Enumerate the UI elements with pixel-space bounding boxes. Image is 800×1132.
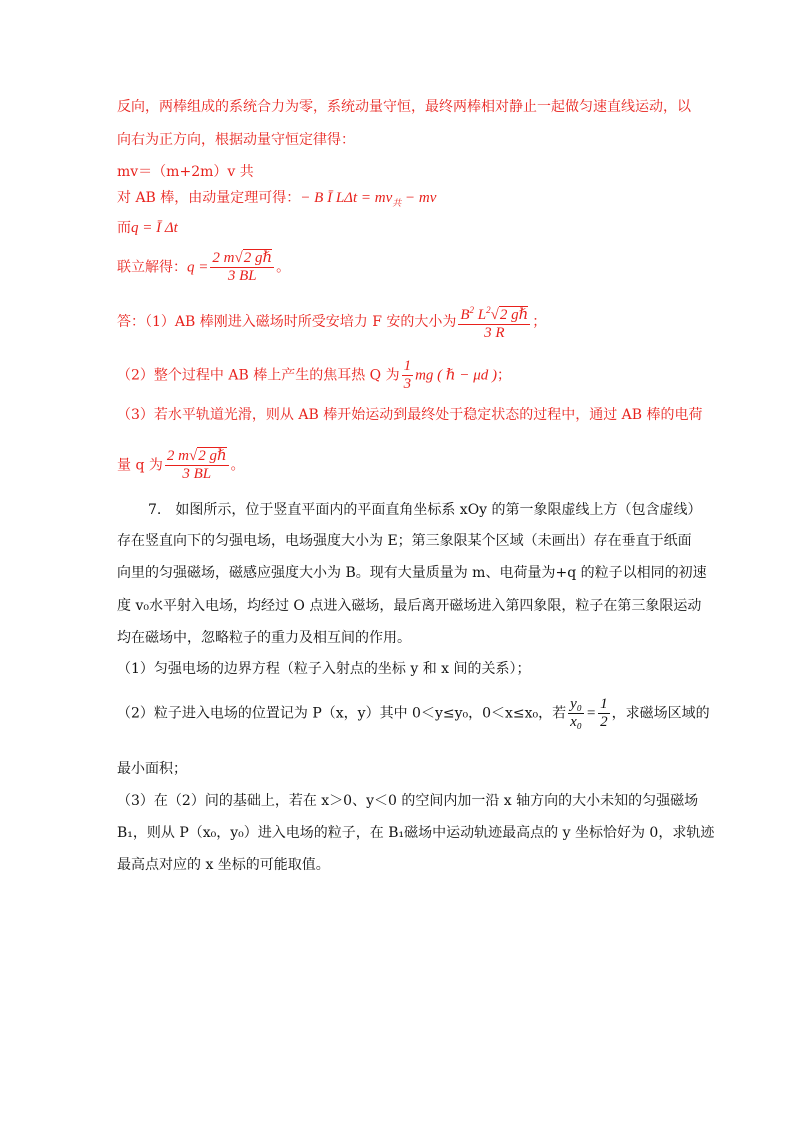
answer-1-suffix: ；	[532, 314, 547, 330]
force-num-l-exp: 2	[486, 305, 491, 315]
answer-line-2: 向右为正方向，根据动量守恒定律得：	[117, 132, 355, 148]
question-2-line-1	[117, 696, 710, 731]
solve-suffix: 。	[276, 259, 291, 276]
heat-expression: mg ( ℏ − μd )	[415, 367, 497, 384]
problem-7-line-3: 向里的匀强磁场，磁感应强度大小为 B。现有大量质量为 m、电荷量为+q 的粒子以相同的初速	[117, 565, 707, 581]
problem-7-line-4: 度 v₀水平射入电场，均经过 O 点进入磁场，最后离开磁场进入第四象限，粒子在第三象限运动	[117, 598, 702, 614]
half-num: 1	[600, 696, 608, 712]
charge-relation-equation: q = Ī Δt	[131, 220, 178, 236]
question-2-line-2: 最小面积；	[117, 761, 187, 777]
problem-7-line-1: 7. 如图所示，位于竖直平面内的平面直角坐标系 xOy 的第一象限虚线上方（包含虚线）	[148, 502, 702, 518]
ratio-equals: =	[586, 705, 597, 722]
answer-part-2	[117, 358, 511, 393]
answer-part-3-line-2	[117, 448, 245, 483]
momentum-theorem-equation	[300, 190, 436, 206]
answer-3-prefix: 量 q 为	[117, 457, 163, 474]
answer-2-suffix: ；	[496, 367, 511, 384]
answer-line-3: mv＝（m+2m）v 共	[117, 164, 254, 180]
half-fraction	[598, 696, 610, 731]
ratio-den: x₀	[570, 714, 583, 730]
answer-1-text: 答：（1）AB 棒刚进入磁场时所受安培力 F 安的大小为	[117, 314, 457, 330]
equation-lhs: − B Ī LΔt = mv	[300, 190, 393, 206]
problem-7-line-2: 存在竖直向下的匀强电场，电场强度大小为 E；第三象限某个区域（未画出）存在垂直于纸面	[117, 533, 692, 549]
question-3-line-1: （3）在（2）问的基础上，若在 x＞0、y＜0 的空间内加一沿 x 轴方向的大小未知的匀强磁场	[117, 793, 699, 809]
solve-prefix: 联立解得：	[117, 259, 187, 276]
force-denominator: 3 R	[484, 325, 505, 341]
force-fraction: $\frac{B^2 L^2√2 g\hbar}{3 R}$	[458, 302, 530, 342]
question-3-line-3: 最高点对应的 x 坐标的可能取值。	[117, 857, 330, 873]
answer-line-5	[117, 218, 178, 238]
force-num-b: B	[460, 307, 470, 323]
answer-2-text: （2）整个过程中 AB 棒上产生的焦耳热 Q 为	[117, 367, 400, 384]
half-den: 2	[600, 714, 608, 730]
answer-line-6	[117, 250, 290, 285]
fraction-2-denominator: 3 BL	[182, 466, 212, 482]
solve-q: q =	[187, 259, 209, 276]
fraction-radicand: 2 gℏ	[243, 250, 273, 266]
equation-tail: − mv	[401, 190, 437, 206]
charge-fraction-2: $\frac{\text{2 m√2 gℏ}}{3 BL}$	[166, 448, 227, 482]
charge-relation-prefix: 而	[117, 220, 131, 236]
heat-fraction-num: 1	[403, 358, 412, 374]
problem-7-line-5: 均在磁场中，忽略粒子的重力及相互间的作用。	[117, 630, 411, 646]
question-2-suffix: ，求磁场区域的	[611, 705, 710, 722]
heat-fraction	[402, 358, 414, 393]
answer-line-4	[117, 188, 436, 213]
answer-part-1	[117, 302, 546, 342]
charge-fraction: $\frac{\text{2 m√2 gℏ}}{3 BL}$	[212, 250, 273, 284]
force-num-b-exp: 2	[469, 305, 475, 315]
force-radicand: 2 gℏ	[499, 307, 529, 323]
force-num-l: L	[474, 307, 487, 323]
answer-3-suffix: 。	[230, 457, 245, 474]
fraction-denominator: 3 BL	[227, 268, 257, 284]
momentum-theorem-prefix: 对 AB 棒，由动量定理可得：	[117, 190, 301, 206]
answer-part-3-line-1: （3）若水平轨道光滑，则从 AB 棒开始运动到最终处于稳定状态的过程中，通过 AB 棒的电荷	[117, 407, 703, 423]
ratio-num: y₀	[570, 696, 583, 712]
fraction-2-numerator: 2 m	[166, 448, 189, 464]
answer-line-1: 反向，两棒组成的系统合力为零，系统动量守恒，最终两棒相对静止一起做匀速直线运动，以	[117, 99, 691, 115]
fraction-2-radicand: 2 gℏ	[198, 448, 227, 464]
question-3-line-2: B₁，则从 P（x₀，y₀）进入电场的粒子，在 B₁磁场中运动轨迹最高点的 y 坐标恰好为 0，求轨迹	[117, 825, 715, 841]
heat-fraction-den: 3	[403, 376, 412, 392]
equation-subscript: 共	[392, 198, 402, 208]
question-2-prefix: （2）粒子进入电场的位置记为 P（x，y）其中 0＜y≤y₀，0＜x≤x₀，若	[117, 705, 567, 722]
ratio-fraction	[568, 696, 584, 731]
fraction-numerator: 2 m	[212, 250, 235, 266]
question-1: （1）匀强电场的边界方程（粒子入射点的坐标 y 和 x 间的关系）；	[117, 661, 531, 677]
